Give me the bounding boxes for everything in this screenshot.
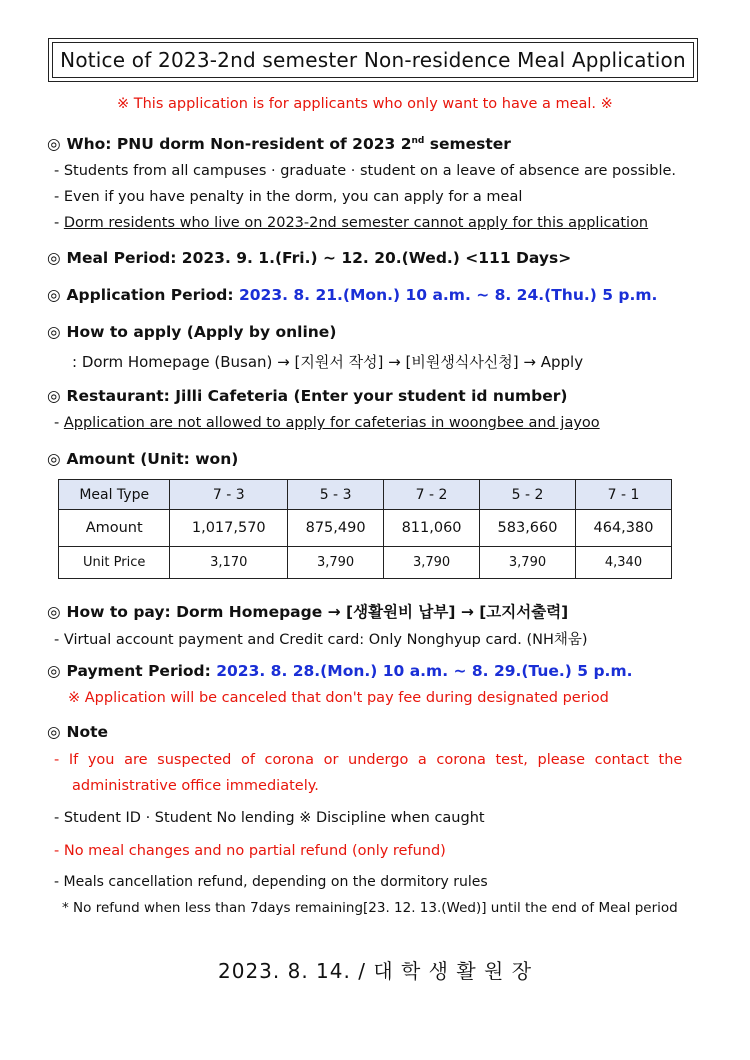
- table-cell: 3,790: [480, 547, 576, 579]
- intro-notice: ※ This application is for applicants who only want to have a meal. ※: [117, 96, 613, 112]
- who-line-2: - Even if you have penalty in the dorm, you can apply for a meal: [54, 189, 523, 205]
- section-mark-icon: ◎: [47, 249, 61, 267]
- how-pay-heading: ◎ How to pay: Dorm Homepage → [생활원비 납부] → [고지서출력]: [47, 603, 569, 621]
- who-line-3: - Dorm residents who live on 2023-2nd semester cannot apply for this application: [54, 215, 649, 231]
- note-corona-line-1: - If you are suspected of corona or undergo a corona test, please contact the: [54, 752, 683, 768]
- table-row: [59, 510, 672, 547]
- payment-period-heading: ◎ Payment Period: 2023. 8. 28.(Mon.) 10 a.m. ~ 8. 29.(Tue.) 5 p.m.: [47, 662, 633, 680]
- table-header-cell: 7 - 1: [575, 480, 671, 510]
- payment-period-value: 2023. 8. 28.(Mon.) 10 a.m. ~ 8. 29.(Tue.) 5 p.m.: [216, 662, 633, 680]
- section-mark-icon: ◎: [47, 723, 61, 741]
- section-mark-icon: ◎: [47, 387, 61, 405]
- section-mark-icon: ◎: [47, 662, 61, 680]
- table-cell: 1,017,570: [170, 510, 288, 547]
- section-mark-icon: ◎: [47, 450, 61, 468]
- note-refund: - No meal changes and no partial refund (only refund): [54, 843, 446, 859]
- application-period-heading: ◎ Application Period: 2023. 8. 21.(Mon.) 10 a.m. ~ 8. 24.(Thu.) 5 p.m.: [47, 286, 658, 304]
- table-header-cell: 5 - 2: [480, 480, 576, 510]
- how-apply-line: : Dorm Homepage (Busan) → [지원서 작성] → [비원생식사신청] → Apply: [72, 353, 584, 371]
- table-cell: 583,660: [480, 510, 576, 547]
- table-cell: 3,790: [384, 547, 480, 579]
- table-header-row: [59, 480, 672, 510]
- restaurant-line: - Application are not allowed to apply for cafeterias in woongbee and jayoo: [54, 415, 600, 431]
- who-line-1: - Students from all campuses · graduate · student on a leave of absence are possible.: [54, 163, 677, 179]
- section-mark-icon: ◎: [47, 135, 61, 153]
- table-row: [59, 547, 672, 579]
- restaurant-heading: ◎ Restaurant: Jilli Cafeteria (Enter your student id number): [47, 387, 568, 405]
- note-heading: ◎ Note: [47, 723, 109, 741]
- footer-date-signature: 2023. 8. 14. / 대 학 생 활 원 장: [218, 959, 533, 983]
- application-period-value: 2023. 8. 21.(Mon.) 10 a.m. ~ 8. 24.(Thu.) 5 p.m.: [238, 286, 658, 304]
- table-header-cell: Meal Type: [59, 480, 170, 510]
- table-header-cell: 7 - 2: [384, 480, 480, 510]
- meal-period-heading: ◎ Meal Period: 2023. 9. 1.(Fri.) ~ 12. 20.(Wed.) <111 Days>: [47, 249, 572, 267]
- table-cell: 811,060: [384, 510, 480, 547]
- table-cell: 3,170: [170, 547, 288, 579]
- table-cell: 4,340: [575, 547, 671, 579]
- table-cell: 875,490: [288, 510, 384, 547]
- amount-heading: ◎ Amount (Unit: won): [47, 450, 239, 468]
- table-cell: 3,790: [288, 547, 384, 579]
- how-pay-line: - Virtual account payment and Credit card: Only Nonghyup card. (NH채움): [54, 632, 588, 648]
- section-mark-icon: ◎: [47, 603, 61, 621]
- note-lending: - Student ID · Student No lending ※ Discipline when caught: [54, 810, 485, 826]
- note-no-refund: * No refund when less than 7days remaining[23. 12. 13.(Wed)] until the end of Meal period: [62, 900, 678, 916]
- payment-warning: ※ Application will be canceled that don't pay fee during designated period: [68, 690, 609, 706]
- table-header-cell: 7 - 3: [170, 480, 288, 510]
- table-cell: Unit Price: [59, 547, 170, 579]
- table-cell: Amount: [59, 510, 170, 547]
- table-cell: 464,380: [575, 510, 671, 547]
- how-apply-heading: ◎ How to apply (Apply by online): [47, 323, 337, 341]
- note-cancel: - Meals cancellation refund, depending on the dormitory rules: [54, 874, 488, 890]
- title-box: [48, 38, 698, 82]
- who-heading: ◎ Who: PNU dorm Non-resident of 2023 2nd semester: [47, 135, 511, 153]
- note-corona-line-2: administrative office immediately.: [72, 778, 319, 794]
- page-title: Notice of 2023-2nd semester Non-residence Meal Application: [52, 42, 694, 78]
- section-mark-icon: ◎: [47, 323, 61, 341]
- table-header-cell: 5 - 3: [288, 480, 384, 510]
- amount-table: [58, 479, 672, 579]
- section-mark-icon: ◎: [47, 286, 61, 304]
